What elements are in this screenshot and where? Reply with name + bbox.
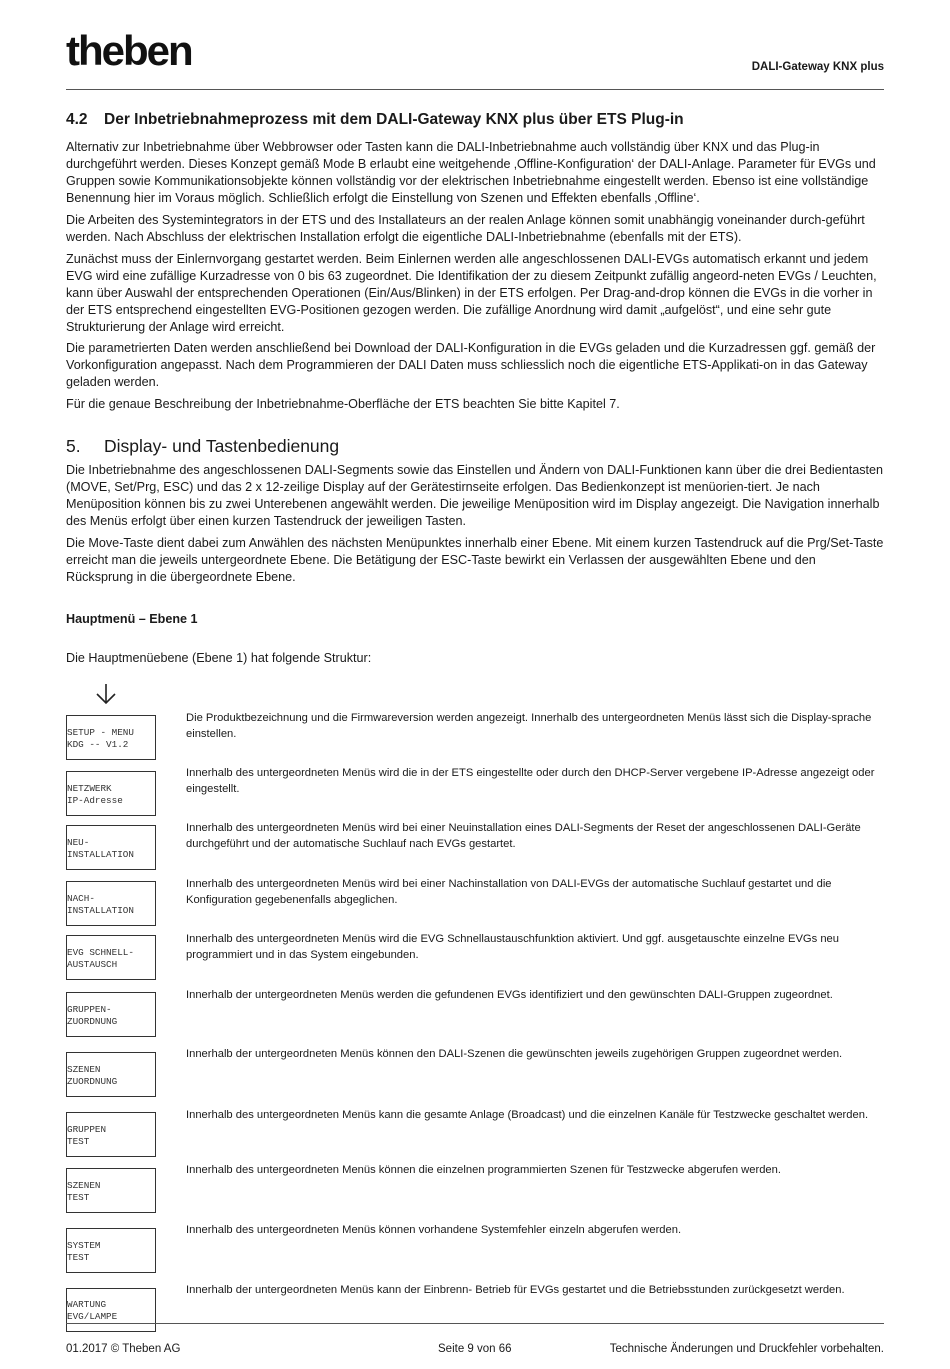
menu-description: Innerhalb des untergeordneten Menüs wird bei einer Neuinstallation eines DALI-Segments der Reset der angeschlossenen DALI-Geräte durchgeführt und der automatische Suchlauf nach EVGs gestartet.	[186, 822, 861, 850]
paragraph: Die Inbetriebnahme des angeschlossenen DALI-Segments sowie das Einstellen und Ändern von DALI-Funktionen kann über die drei Bedientasten (MOVE, Set/Prg, ESC) und das 2 x 12-zeilige Display auf der Gerätestirnseite erfolgen. Das Bedienkonzept ist menüorien-tiert. Je nach Menüposition können bis zu zwei Unterebenen angewählt werden. Die jeweilige Menüposition wird im Display angezeigt. Die Navigation innerhalb des Menüs erfolgt über einen kurzen Tastendruck der jeweiligen Tasten.	[66, 463, 884, 528]
footer-page-number: Seite 9 von 66	[438, 1343, 512, 1355]
menu-description: Innerhalb des untergeordneten Menüs können die einzelnen programmierten Szenen für Testzwecke abgerufen werden.	[186, 1164, 781, 1176]
menu-description: Innerhalb des untergeordneten Menüs wird die EVG Schnellaustauschfunktion aktiviert. Und ggf. ausgetauschte einzelne EVGs neu programmiert und in das System eingebunden.	[186, 933, 840, 961]
menu-description: Innerhalb des untergeordneten Menüs wird bei einer Nachinstallation von DALI-EVGs der automatische Suchlauf gestartet und die Konfiguration gegebenenfalls abgeglichen.	[186, 878, 832, 906]
subheading-main-menu: Hauptmenü – Ebene 1	[66, 612, 198, 626]
display-line-2: INSTALLATION	[67, 848, 134, 860]
footer-disclaimer: Technische Änderungen und Druckfehler vorbehalten.	[609, 1343, 884, 1355]
section-title: Der Inbetriebnahmeprozess mit dem DALI-Gateway KNX plus über ETS Plug-in	[104, 111, 684, 128]
intro-text: Die Hauptmenüebene (Ebene 1) hat folgende Struktur:	[66, 651, 372, 665]
paragraph: Die Arbeiten des Systemintegrators in der ETS und des Installateurs an der realen Anlage können somit unabhängig voneinander durch-geführt werden. Nach Abschluss der elektrischen Installation erfolgt die eigentliche DALI-Inbetriebnahme (ebenfalls mit der ETS).	[66, 213, 865, 244]
display-line-1: WARTUNG	[67, 1299, 107, 1310]
display-line-1: NETZWERK	[67, 782, 112, 794]
menu-description: Die Produktbezeichnung und die Firmwareversion werden angezeigt. Innerhalb des untergeordneten Menüs lässt sich die Display-sprache einstellen.	[186, 712, 872, 740]
display-line-2: AUSTAUSCH	[67, 958, 118, 970]
paragraph: Die Move-Taste dient dabei zum Anwählen des nächsten Menüpunktes innerhalb einer Ebene. Mit einem kurzen Tastendruck auf die Prg/Set-Taste erreicht man die jeweils untergeordnete Ebene. Die Betätigung der ESC-Taste bewirkt ein Verlassen der ausgewählten Ebene und den Rücksprung in die übergeordnete Ebene.	[66, 536, 884, 584]
display-menu-neuinstallation	[66, 825, 156, 870]
section-title: Display- und Tastenbedienung	[104, 436, 340, 456]
document-title: DALI-Gateway KNX plus	[751, 61, 884, 73]
display-line-2: TEST	[67, 1251, 90, 1263]
paragraph: Für die genaue Beschreibung der Inbetriebnahme-Oberfläche der ETS beachten Sie bitte Kapitel 7.	[66, 397, 620, 411]
display-line-2: ZUORDNUNG	[67, 1075, 118, 1087]
paragraph: Die parametrierten Daten werden anschließend bei Download der DALI-Konfiguration in die EVGs geladen und die Kurzadressen ggf. gemäß der Vorkonfiguration angepasst. Nach dem Programmieren der DALI Daten muss schliesslich noch die eigentliche ETS-Applikati-on in das Gateway geladen werden.	[66, 341, 876, 389]
display-line-2: INSTALLATION	[67, 904, 134, 916]
display-line-1: SYSTEM	[67, 1239, 101, 1251]
display-menu-setup	[66, 715, 156, 760]
display-line-1: NACH-	[67, 892, 95, 904]
display-line-2: KDG -- V1.2	[67, 738, 129, 750]
display-line-1: SZENEN	[67, 1063, 101, 1075]
display-line-2: TEST	[67, 1135, 90, 1147]
display-menu-netzwerk	[66, 771, 156, 816]
section-heading-4-2	[66, 111, 684, 129]
paragraph: Zunächst muss der Einlernvorgang gestartet werden. Beim Einlernen werden alle angeschlossenen DALI-EVGs automatisch erkannt und jedem EVG wird eine zufällige Kurzadresse von 0 bis 63 zugeordnet. Die Identifikation der zu diesem Zeitpunkt zufällig angeord-neten EVGs / Leuchten, kann über Auswahl der entsprechenden Operationen (Ein/Aus/Blinken) in der ETS erfolgen. Per Drag-and-drop können die EVGs in die vorher in der ETS entsprechend eingestellten EVG-Positionen gezogen werden. Die zufällige Anordnung wird damit „aufgelöst“, und eine sehr gute Strukturierung der Anlage wird erreicht.	[66, 252, 877, 334]
menu-description: Innerhalb des untergeordneten Menüs wird die in der ETS eingestellte oder durch den DHCP-Server vergebene IP-Adresse angezeigt oder eingestellt.	[186, 767, 875, 795]
menu-description: Innerhalb des untergeordneten Menüs kann die gesamte Anlage (Broadcast) und die einzelnen Kanäle für Testzwecke geschaltet werden.	[186, 1109, 869, 1121]
display-line-2: IP-Adresse	[67, 794, 123, 806]
display-menu-evg-schnellaustausch	[66, 935, 156, 980]
display-menu-gruppen-test	[66, 1112, 156, 1157]
header-divider	[66, 89, 884, 90]
display-line-1: SZENEN	[67, 1179, 101, 1191]
display-menu-system-test	[66, 1228, 156, 1273]
display-line-2: ZUORDNUNG	[67, 1015, 118, 1027]
display-line-1: NEU-	[67, 836, 90, 848]
display-menu-szenen-zuordnung	[66, 1052, 156, 1097]
display-menu-szenen-test	[66, 1168, 156, 1213]
theben-logo: theben	[66, 27, 192, 74]
display-line-2: TEST	[67, 1191, 90, 1203]
display-menu-wartung	[66, 1288, 156, 1332]
display-line-1: GRUPPEN	[67, 1123, 107, 1135]
paragraph: Alternativ zur Inbetriebnahme über Webbrowser oder Tasten kann die DALI-Inbetriebnahme auch vollständig über KNX und das Plug-in durchgeführt werden. Dieses Konzept gemäß Mode B erlaubt eine weitgehende ‚Offline-Konfiguration‘ der DALI-Anlage. Parameter für EVGs und Gruppen sowie Kommunikationsobjekte können vollständig vor der elektrischen Inbetriebnahme eingestellt werden. Ebenso ist eine vollständige Benennung hier im Voraus möglich. Schließlich erfolgt die Einstellung von Szenen und Effekten ebenfalls ‚Offline‘.	[66, 140, 876, 205]
display-line-1: GRUPPEN-	[67, 1003, 112, 1015]
footer-copyright: 01.2017 © Theben AG	[66, 1343, 181, 1355]
menu-description: Innerhalb des untergeordneten Menüs können vorhandene Systemfehler einzeln abgerufen werden.	[186, 1224, 682, 1236]
section-heading-5	[66, 436, 339, 457]
display-menu-gruppenzuordnung	[66, 992, 156, 1037]
display-menu-nachinstallation	[66, 881, 156, 926]
arrow-down-icon	[94, 682, 118, 706]
menu-description: Innerhalb der untergeordneten Menüs kann der Einbrenn- Betrieb für EVGs gestartet und die Betriebsstunden zurückgesetzt werden.	[186, 1284, 845, 1296]
display-line-1: EVG SCHNELL-	[67, 946, 134, 958]
section-number: 5.	[66, 436, 81, 456]
display-line-1: SETUP - MENU	[67, 726, 134, 738]
display-line-2: EVG/LAMPE	[67, 1311, 118, 1322]
section-number: 4.2	[66, 111, 88, 128]
footer-divider	[66, 1323, 884, 1324]
menu-description: Innerhalb der untergeordneten Menüs können den DALI-Szenen die gewünschten jeweils zugehörigen Gruppen zugeordnet werden.	[186, 1048, 843, 1060]
menu-description: Innerhalb der untergeordneten Menüs werden die gefundenen EVGs identifiziert und den gewünschten DALI-Gruppen zugeordnet.	[186, 989, 833, 1001]
